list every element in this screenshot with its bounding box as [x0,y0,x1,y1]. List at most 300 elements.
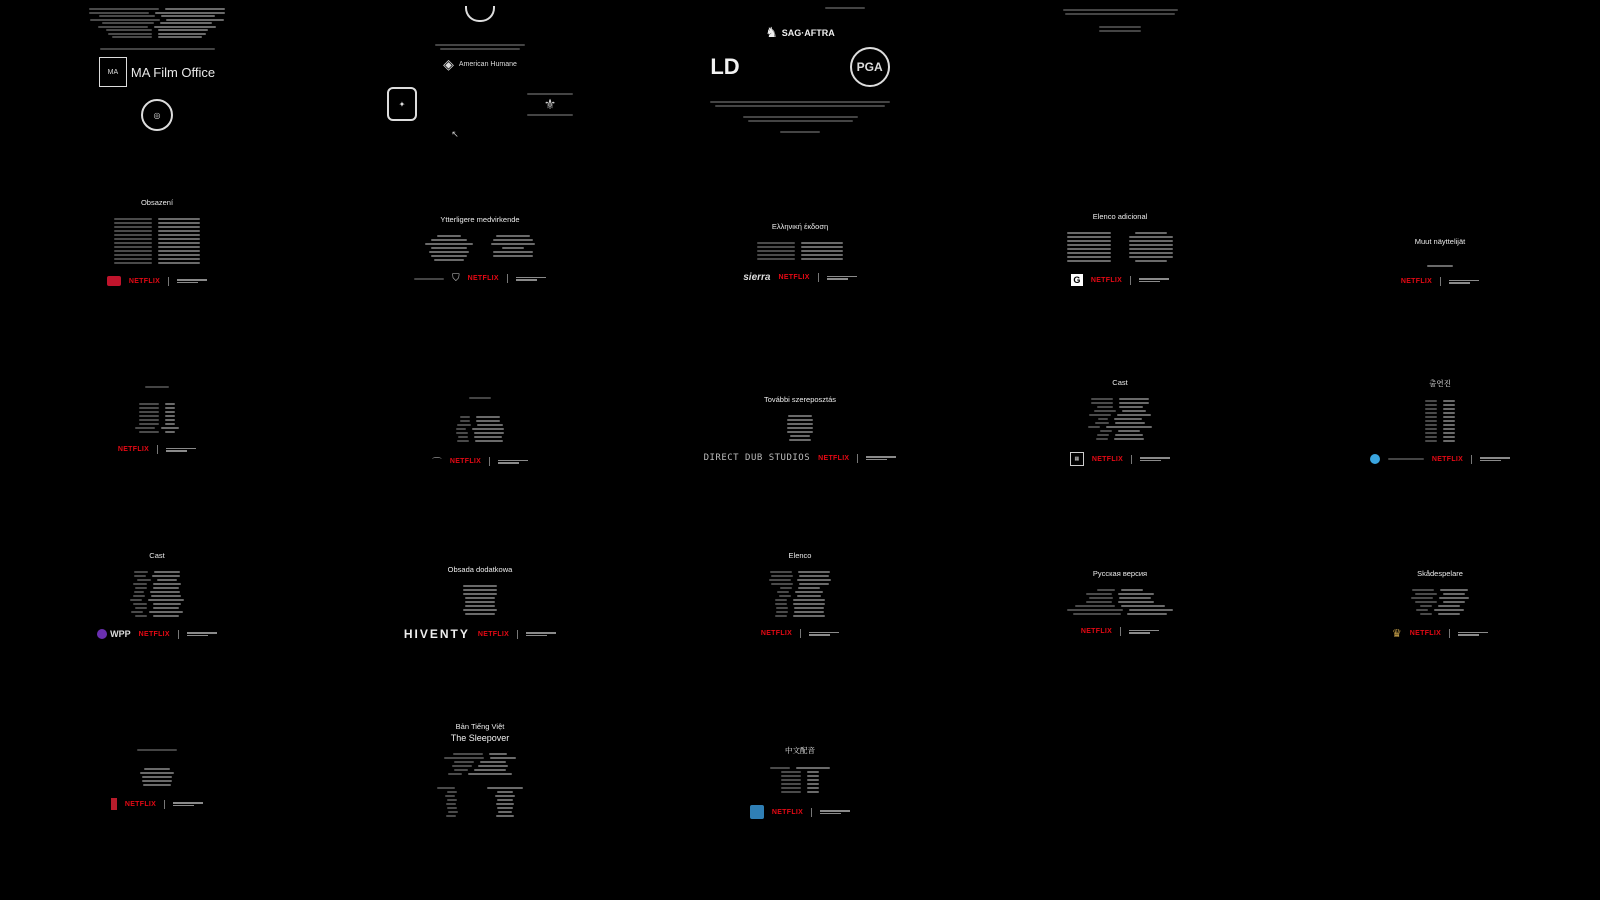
cast-column [1129,232,1173,262]
cast-row [775,599,825,601]
cast-columns [425,235,535,261]
cast-row [757,254,843,256]
logo-strip [1070,452,1170,466]
cast-row [1075,605,1165,607]
card-top-left [17,8,297,131]
credit-line [1099,30,1141,32]
cast-rows [140,768,174,786]
cast-row [1091,398,1149,400]
card-finnish [1300,237,1580,286]
card-cast-2 [17,551,297,639]
card-title: Elenco adicional [1092,212,1148,221]
union-seal-icon: ◎ [141,99,173,131]
divider [1440,277,1441,286]
credit-line [440,48,520,50]
cast-row [133,583,181,585]
cast-column [425,235,473,261]
logo-strip [1370,454,1510,464]
divider [1130,276,1131,285]
cast-row [781,771,819,773]
cast-row [458,436,502,438]
studio-logo-icon [107,276,121,286]
divider [507,274,508,283]
wpp-icon [97,629,107,639]
international-dubbing-label [1129,630,1159,634]
netflix-logo: NETFLIX [1409,630,1442,637]
divider [517,630,518,639]
divider [178,630,179,639]
cast-row [1416,609,1464,611]
cast-row [776,607,824,609]
cast-row [114,242,200,244]
cast-row [771,583,829,585]
swoosh-icon: ⌒ [431,458,442,469]
credit-line [715,105,885,107]
pga-logo: PGA [850,47,890,87]
cast-row [133,595,181,597]
cast-row [757,242,843,244]
cast-row [444,757,516,759]
ma-film-office-icon: MA [99,57,127,87]
studio-logo-icon [750,805,764,819]
credit-row [102,22,212,24]
divider [1120,627,1121,636]
credit-line [743,116,858,118]
cast-row [1425,416,1455,418]
cast-rows [1411,589,1469,615]
cast-row [114,262,200,264]
cast-column [491,235,535,261]
international-dubbing-label [1139,278,1169,282]
divider [818,273,819,282]
card-title: Bản Tiếng Việt [455,722,505,731]
cast-rows [1427,257,1453,267]
cast-row [1411,597,1469,599]
divider [800,629,801,638]
cast-row [781,791,819,793]
credit-row [112,36,202,38]
cast-row [757,258,843,260]
cast-row [454,761,506,763]
american-humane-logo [443,56,517,73]
international-dubbing-label [526,632,556,636]
card-vietnamese [340,722,620,817]
international-dubbing-label [827,276,857,280]
cast-row [446,803,514,805]
credit-line [527,93,573,95]
netflix-logo: NETFLIX [449,458,482,465]
cast-row [139,407,175,409]
studio-logo-icon [1370,454,1380,464]
seal-icon [465,6,495,22]
cast-row [130,599,184,601]
cast-row [775,615,825,617]
logo-strip [1401,277,1479,286]
card-polish [340,565,620,641]
cast-row [114,250,200,252]
card-swedish [1300,569,1580,640]
cast-columns [1067,232,1173,262]
cast-row [114,230,200,232]
cast-row [770,571,830,573]
cast-rows [1088,398,1152,440]
vendor-logo: HIVENTY [403,627,470,641]
divider [857,454,858,463]
logo-strip [414,273,546,284]
cast-row [1100,430,1140,432]
cast-row [453,753,507,755]
cast-row [1089,597,1151,599]
netflix-logo: NETFLIX [117,446,150,453]
cast-row [776,611,824,613]
credit-line [780,131,820,133]
cast-row [114,218,200,220]
card-row2-1 [17,385,297,454]
cast-row [1425,420,1455,422]
netflix-logo: NETFLIX [771,808,804,816]
american-humane-icon: ◈ [443,56,454,72]
international-dubbing-label [1140,457,1170,461]
credit-row [98,26,216,28]
card-title: Cast [149,551,165,560]
card-norwegian [340,215,620,284]
credits-rows [89,8,225,38]
international-dubbing-label [187,632,217,636]
cast-row [137,579,177,581]
cast-row [139,411,175,413]
netflix-logo: NETFLIX [818,454,850,462]
cast-rows [787,415,813,441]
cast-row [1098,418,1142,420]
card-greek [660,222,940,283]
vendor-label: WPP [110,629,131,639]
cast-row [457,440,503,442]
international-dubbing-label [498,460,528,464]
international-dubbing-label [1449,280,1479,284]
cast-row [139,423,175,425]
card-title [137,749,177,751]
logo-strip [1392,627,1488,640]
cast-row [114,238,200,240]
card-czech [17,198,297,286]
card-title: Ελληνική έκδοση [771,222,829,231]
logo-strip [118,445,196,454]
credit-row [108,33,206,35]
cast-rows [1067,589,1173,615]
police-badge-icon: ✦ [387,87,417,121]
cast-row [1425,400,1455,402]
logo-strip [1081,627,1159,636]
cast-row [780,587,820,589]
card-title: Cast [1112,378,1128,387]
studio-logo-icon: ▦ [1070,452,1084,466]
cast-row [757,250,843,252]
card-spanish [980,212,1260,286]
card-title: 출연진 [1429,379,1451,388]
netflix-logo: NETFLIX [124,800,157,808]
cast-row [447,799,513,801]
cast-row [446,815,514,817]
credit-row [90,19,224,21]
cast-row [452,765,508,767]
credit-line [748,120,853,122]
credit-line [1065,13,1175,15]
card-subtitle: The Sleepover [450,733,510,743]
cast-row [771,575,829,577]
card-title: Obsazení [140,198,174,207]
international-dubbing-label [177,279,207,283]
cursor-icon: ↖ [451,129,459,139]
cast-row [114,234,200,236]
cast-row [114,226,200,228]
cast-row [769,579,831,581]
cast-row [1086,601,1154,603]
sag-aftra-logo [765,24,835,41]
divider [168,277,169,286]
cast-row [139,431,175,433]
cast-row [114,246,200,248]
cast-row [757,246,843,248]
credit-line [100,48,215,50]
cast-row [460,420,500,422]
cast-row [135,427,179,429]
cast-row [457,424,503,426]
cast-row [1096,438,1144,440]
netflix-logo: NETFLIX [1091,455,1124,463]
logo-strip [1071,274,1169,286]
cast-row [139,419,175,421]
card-title: Русская версия [1092,569,1148,578]
divider [164,800,165,809]
cast-row [135,615,179,617]
credit-line [710,101,890,103]
card-title: 中文配音 [785,746,815,755]
cast-rows [757,242,843,260]
cast-row [1091,402,1149,404]
cast-row [1088,426,1152,428]
cast-row [445,795,515,797]
vendor-logo: sierra [743,272,771,283]
cast-row [1425,424,1455,426]
cast-row [779,595,821,597]
cast-row [114,258,200,260]
logo-strip [750,805,850,819]
netflix-logo: NETFLIX [1090,276,1123,284]
card-title [145,386,169,388]
cast-row [1425,412,1455,414]
vendor-label [414,278,444,280]
international-dubbing-label [166,448,196,452]
ma-film-office-label: MA Film Office [130,64,216,80]
cast-row [777,591,823,593]
card-hungarian [660,395,940,463]
cast-row [139,415,175,417]
credit-row [89,12,225,14]
cast-row [131,611,183,613]
cast-row [1425,436,1455,438]
cast-rows [437,787,523,817]
logo-strip [743,272,857,283]
international-dubbing-label [809,632,839,636]
cast-row [135,587,179,589]
ma-film-office-logo [99,57,215,87]
cast-row [1425,440,1455,442]
cast-row [437,787,523,789]
netflix-logo: NETFLIX [477,630,510,638]
cast-row [1412,589,1468,591]
divider [1471,455,1472,464]
guild-badge [527,92,573,117]
logo-strip [111,798,203,810]
cast-row [1420,605,1460,607]
netflix-logo: NETFLIX [1400,278,1433,285]
logo-strip [432,454,528,469]
credit-row [89,8,225,10]
guild-logos [710,47,889,87]
card-korean [1300,378,1580,464]
sag-aftra-label: SAG·AFTRA [781,27,835,38]
card-top-3 [660,6,940,134]
cast-row [1097,434,1143,436]
netflix-logo: NETFLIX [1431,455,1464,463]
credit-line [1063,9,1178,11]
cast-row [1089,414,1151,416]
card-cast-1 [980,378,1260,466]
credit-line [1099,26,1141,28]
cast-row [448,773,512,775]
cast-row [447,807,513,809]
credit-row [106,29,208,31]
cast-row [134,575,180,577]
cast-row [775,603,825,605]
cast-row [448,811,512,813]
cast-row [781,783,819,785]
logo-strip [404,627,556,641]
cast-rows [114,218,200,264]
cast-row [460,416,500,418]
cast-row [1420,613,1460,615]
cast-row [134,591,180,593]
international-dubbing-label [1458,632,1488,636]
card-russian [980,569,1260,636]
cast-row [454,769,506,771]
card-title: Elenco [788,551,812,560]
cast-rows [770,767,830,793]
cast-row [1097,589,1143,591]
logo-strip [107,276,207,286]
netflix-logo: NETFLIX [760,630,793,637]
cast-row [770,767,830,769]
card-elenco [660,551,940,638]
cast-row [133,603,181,605]
card-top-2 [340,6,620,140]
logo-strip [97,629,217,639]
sag-aftra-icon: ♞ [765,24,778,40]
cast-rows [769,571,831,617]
card-row4-1 [17,748,297,810]
card-title [469,397,491,399]
cast-row [1425,428,1455,430]
cast-rows [463,585,497,615]
divider [1131,455,1132,464]
cast-row [1073,613,1167,615]
cast-row [139,403,175,405]
cast-rows [444,753,516,775]
logo-strip [704,453,897,463]
credit-row [99,15,215,17]
divider [157,445,158,454]
netflix-logo: NETFLIX [128,277,161,285]
cast-row [781,787,819,789]
cast-row [135,607,179,609]
guild-icon: ⚜ [543,95,557,112]
international-dubbing-label [516,277,546,281]
cast-row [1425,408,1455,410]
cast-row [781,775,819,777]
cast-column [1067,232,1111,262]
international-dubbing-label [173,802,203,806]
cast-row [1094,410,1146,412]
netflix-logo: NETFLIX [1080,628,1113,635]
cast-row [1097,406,1143,408]
credit-line [435,44,525,46]
ld-logo: LD [710,54,740,79]
cast-row [1095,422,1145,424]
cast-row [1067,609,1173,611]
cast-row [1415,601,1465,603]
credit-line [825,7,865,9]
card-top-4 [980,8,1260,33]
vendor-logo: DIRECT DUB STUDIOS [703,453,811,463]
cast-rows [1425,400,1455,442]
american-humane-label: American Humane [458,61,517,68]
cast-row [447,791,513,793]
card-title: Muut näyttelijät [1414,237,1466,246]
netflix-logo: NETFLIX [467,275,499,282]
card-chinese [660,745,940,819]
international-dubbing-label [1480,457,1510,461]
vendor-label [1388,458,1424,460]
shield-icon: ⛉ [452,273,460,284]
netflix-logo: NETFLIX [138,630,170,638]
cast-row [1425,432,1455,434]
card-row2-2 [340,396,620,469]
divider [811,808,812,817]
card-title: További szereposztás [763,395,837,404]
cast-row [114,254,200,256]
cast-rows [130,571,184,617]
credit-line [527,114,573,116]
cast-row [456,432,504,434]
netflix-logo: NETFLIX [778,274,810,281]
vendor-logo: G [1071,274,1083,286]
international-dubbing-label [866,456,896,460]
card-title: Ytterligere medvirkende [440,215,520,224]
vendor-logo [97,629,131,639]
cast-row [1086,593,1154,595]
cast-row [1415,593,1465,595]
cast-rows [135,403,179,433]
divider [489,457,490,466]
studio-logo-icon [111,798,117,810]
international-dubbing-label [820,810,850,814]
cast-row [134,571,180,573]
cast-row [1425,404,1455,406]
logo-strip [761,629,839,638]
cast-row [114,222,200,224]
crown-icon: ♛ [1391,628,1402,640]
card-title: Obsada dodatkowa [447,565,513,574]
